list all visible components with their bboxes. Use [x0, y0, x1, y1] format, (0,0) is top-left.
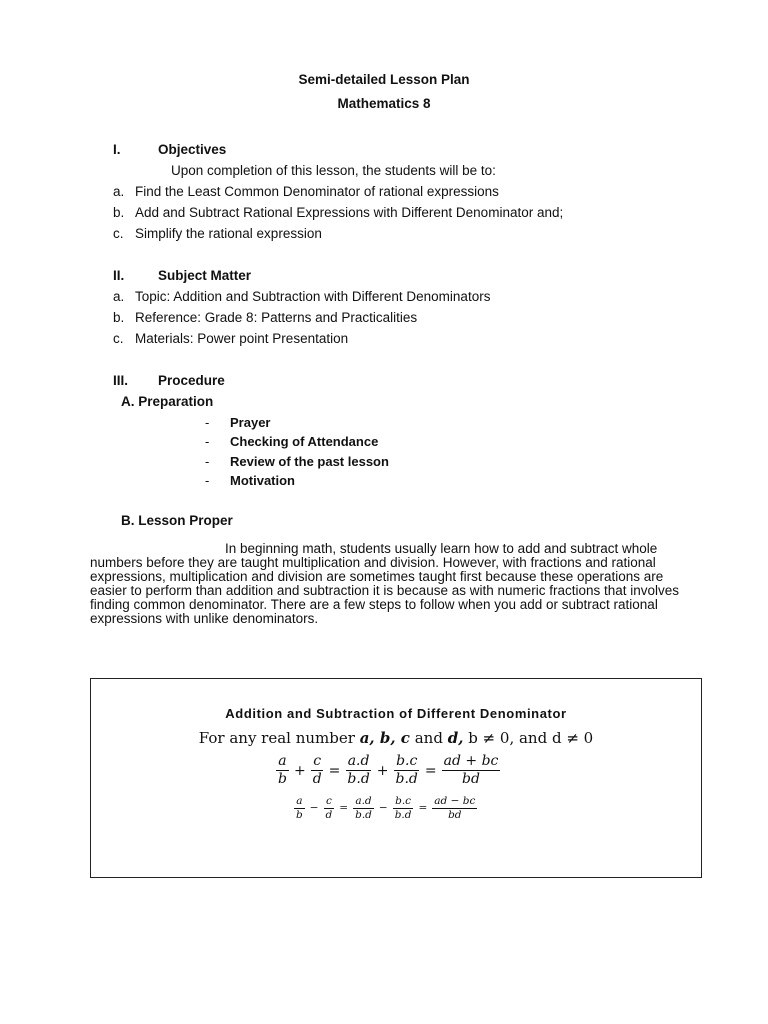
fraction [311, 753, 324, 788]
list-item-text: Add and Subtract Rational Expressions with Different Denominator and; [135, 205, 564, 220]
list-item-text: Topic: Addition and Subtraction with Different Denominators [135, 289, 491, 304]
list-marker: b. [113, 310, 125, 325]
fraction [294, 795, 305, 822]
numerator: ad − bc [434, 795, 476, 807]
paragraph-text: In beginning math, students usually learn how to add and subtract whole numbers before they are taught multiplication and division. However, with fractions and rational expressions, multiplication and division are sometimes taught first because these operations are easier to perform than addition and subtraction it is because as with numeric fractions that involves finding common denominator. There are a few steps to follow when you add or subtract rational expressions with unlike denominators. [90, 541, 680, 626]
denominator: b.d [347, 770, 370, 787]
list-marker: a. [113, 184, 125, 199]
list-item [113, 289, 490, 304]
numerator: a [296, 795, 303, 807]
list-item-text: Motivation [230, 473, 295, 488]
condition-and: and [414, 729, 448, 747]
fraction [353, 795, 374, 822]
lesson-proper-paragraph [90, 542, 690, 626]
list-item-text: Checking of Attendance [230, 434, 379, 449]
condition-var-d: d, [447, 729, 464, 747]
section-numeral: III. [113, 373, 129, 388]
denominator: b [296, 808, 303, 821]
list-marker: c. [113, 226, 124, 241]
section-subject-matter-heading [113, 268, 251, 283]
list-marker: - [205, 415, 210, 430]
list-item [205, 415, 270, 430]
fraction [432, 795, 477, 822]
equals-operator: = [339, 802, 349, 815]
document-subtitle: Mathematics 8 [337, 96, 431, 111]
list-item-text: Reference: Grade 8: Patterns and Practicalities [135, 310, 418, 325]
list-item-text: Materials: Power point Presentation [135, 331, 349, 346]
list-item [113, 310, 417, 325]
section-objectives-heading [113, 142, 226, 157]
denominator: b.d [394, 808, 412, 821]
numerator: a [278, 753, 287, 769]
denominator: bd [462, 770, 480, 787]
condition-vars: a, b, c [359, 729, 410, 747]
subtraction-formula [291, 795, 480, 822]
numerator: ad + bc [443, 753, 499, 769]
equals-operator: = [418, 802, 428, 815]
subsection-lesson-proper-heading: B. Lesson Proper [121, 513, 233, 528]
list-marker: b. [113, 205, 125, 220]
plus-operator: + [293, 762, 306, 779]
list-item [205, 434, 378, 449]
formula-box [90, 678, 702, 878]
fraction [345, 753, 371, 788]
fraction [276, 753, 289, 788]
section-numeral: II. [113, 268, 125, 283]
list-item [113, 184, 499, 199]
list-item [205, 454, 389, 469]
list-marker: - [205, 454, 210, 469]
list-item-text: Find the Least Common Denominator of rational expressions [135, 184, 499, 199]
list-marker: c. [113, 331, 124, 346]
formula-box-title: Addition and Subtraction of Different Denominator [225, 706, 567, 721]
list-item-text: Prayer [230, 415, 271, 430]
list-item-text: Review of the past lesson [230, 454, 389, 469]
fraction [442, 753, 501, 788]
numerator: a.d [355, 795, 372, 807]
list-item-text: Simplify the rational expression [135, 226, 322, 241]
list-item [205, 473, 295, 488]
subsection-preparation-heading: A. Preparation [121, 394, 214, 409]
numerator: b.c [396, 753, 418, 769]
denominator: b.d [355, 808, 372, 821]
numerator: a.d [347, 753, 370, 769]
section-procedure-heading [113, 373, 225, 388]
objectives-intro: Upon completion of this lesson, the students will be to: [171, 163, 496, 178]
section-heading: Subject Matter [158, 268, 252, 283]
minus-operator: − [378, 802, 388, 815]
condition-statement [91, 729, 701, 747]
condition-prefix: For any real number [198, 729, 360, 747]
denominator: d [325, 808, 333, 821]
section-heading: Procedure [158, 373, 225, 388]
list-item [113, 205, 563, 220]
document-title: Semi-detailed Lesson Plan [298, 72, 470, 87]
fraction [324, 795, 335, 822]
list-item [113, 226, 322, 241]
numerator: c [313, 753, 322, 769]
list-marker: - [205, 473, 210, 488]
denominator: b.d [395, 770, 418, 787]
denominator: bd [448, 808, 462, 821]
denominator: d [312, 770, 322, 787]
addition-formula [273, 753, 503, 788]
equals-operator: = [328, 762, 341, 779]
denominator: b [278, 770, 287, 787]
list-marker: a. [113, 289, 125, 304]
section-heading: Objectives [158, 142, 227, 157]
minus-operator: − [309, 802, 319, 815]
section-numeral: I. [113, 142, 121, 157]
list-item [113, 331, 348, 346]
numerator: b.c [395, 795, 412, 807]
condition-suffix: b ≠ 0, and d ≠ 0 [463, 729, 594, 747]
fraction [393, 795, 414, 822]
plus-operator: + [376, 762, 389, 779]
fraction [394, 753, 420, 788]
list-marker: - [205, 434, 210, 449]
numerator: c [325, 795, 332, 807]
equals-operator: = [424, 762, 437, 779]
